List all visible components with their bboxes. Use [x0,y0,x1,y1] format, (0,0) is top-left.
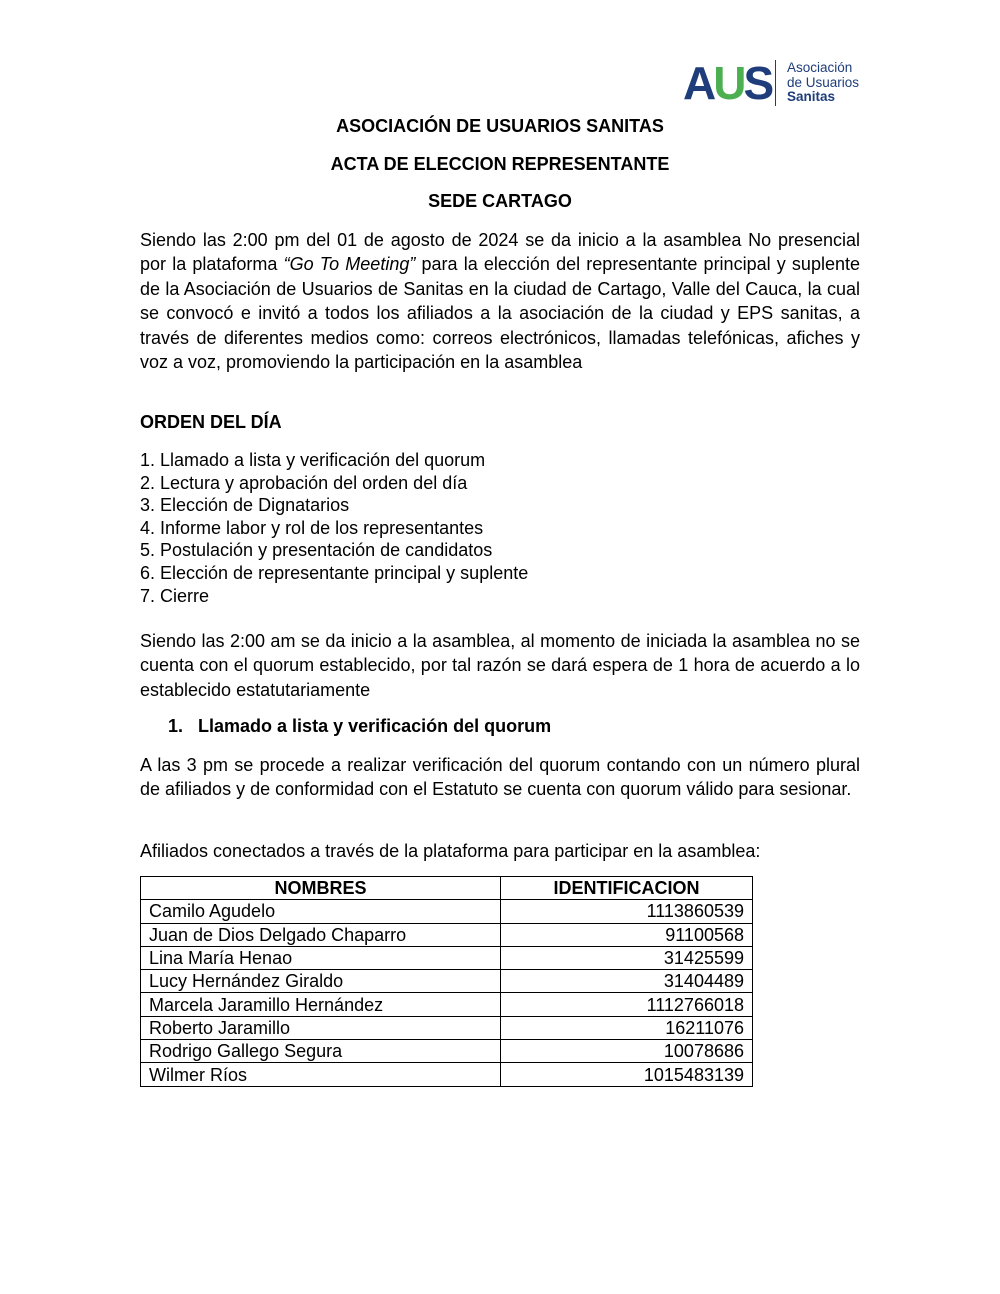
logo-letter-a: A [683,57,714,109]
logo-letter-u: U [713,57,744,109]
logo-letter-s: S [743,57,772,109]
intro-text-2: para la elección del representante principal y suplente de la Asociación de Usuarios de Sanitas en la ciudad de Cartago, Valle del Cauca, la cual se convocó e invitó a todos los afiliados a la asociación de la ciudad y EPS sanitas, a través de diferentes medios como: correos electrónicos, llamadas telefónicas, afiches y voz a voz, promoviendo la participación en la asamblea [140,254,860,373]
section-1-title: Llamado a lista y verificación del quorum [198,716,552,736]
table-row [141,1016,753,1039]
agenda-heading: ORDEN DEL DÍA [140,412,282,432]
cell-name: Lina María Henao [141,946,501,969]
table-row [141,900,753,923]
table-row [141,1063,753,1086]
table-row [141,923,753,946]
logo-line-2: de Usuarios [787,74,860,90]
header-identificacion: IDENTIFICACION [501,877,753,900]
cell-name: Juan de Dios Delgado Chaparro [141,923,501,946]
header-nombres: NOMBRES [141,877,501,900]
table-row [141,993,753,1016]
agenda-item: 5. Postulación y presentación de candidatos [140,540,493,561]
agenda-item: 2. Lectura y aprobación del orden del día [140,472,468,493]
agenda-list [140,449,528,607]
connected-paragraph: Afiliados conectados a través de la plataforma para participar en la asamblea: [140,841,761,861]
logo-text [787,61,859,105]
logo-line-1: Asociación [787,60,853,75]
cell-id: 1112766018 [501,993,753,1016]
cell-name: Lucy Hernández Giraldo [141,970,501,993]
cell-name: Marcela Jaramillo Hernández [141,993,501,1016]
table-row [141,1040,753,1063]
cell-name: Camilo Agudelo [141,900,501,923]
table-row [141,970,753,993]
intro-paragraph [140,228,860,374]
agenda-item: 3. Elección de Dignatarios [140,495,350,516]
table-row [141,946,753,969]
cell-id: 91100568 [501,923,753,946]
section-1-number: 1. [168,716,184,736]
affiliates-table [140,876,753,1087]
document-subtitle: ACTA DE ELECCION REPRESENTANTE [330,154,670,174]
platform-name: “Go To Meeting” [283,254,416,275]
cell-id: 10078686 [501,1040,753,1063]
cell-name: Rodrigo Gallego Segura [141,1040,501,1063]
cell-id: 31425599 [501,946,753,969]
cell-id: 1015483139 [501,1063,753,1086]
agenda-item: 7. Cierre [140,585,210,606]
agenda-item: 4. Informe labor y rol de los representantes [140,517,484,538]
logo-divider [775,60,776,106]
sede-title: SEDE CARTAGO [428,191,572,211]
agenda-item: 6. Elección de representante principal y suplente [140,562,529,583]
cell-name: Wilmer Ríos [141,1063,501,1086]
cell-name: Roberto Jaramillo [141,1016,501,1039]
document-title: ASOCIACIÓN DE USUARIOS SANITAS [336,116,664,136]
cell-id: 16211076 [501,1016,753,1039]
logo-mark [683,57,772,109]
section-1-heading [168,716,551,737]
logo-line-3: Sanitas [787,89,836,104]
quorum-paragraph: A las 3 pm se procede a realizar verificación del quorum contando con un número plural de afiliados y de conformidad con el Estatuto se cuenta con quorum válido para sesionar. [140,755,860,800]
cell-id: 31404489 [501,970,753,993]
table-header-row [141,877,753,900]
intro-text-1: Siendo las 2:00 pm del 01 de agosto de 2024 se da inicio a la asamblea No presencial por la plataforma [140,230,860,275]
cell-id: 1113860539 [501,900,753,923]
start-paragraph: Siendo las 2:00 am se da inicio a la asamblea, al momento de iniciada la asamblea no se cuenta con el quorum establecido, por tal razón se dará espera de 1 hora de acuerdo a lo establecido estatutariamente [140,631,860,700]
agenda-item: 1. Llamado a lista y verificación del quorum [140,450,486,470]
